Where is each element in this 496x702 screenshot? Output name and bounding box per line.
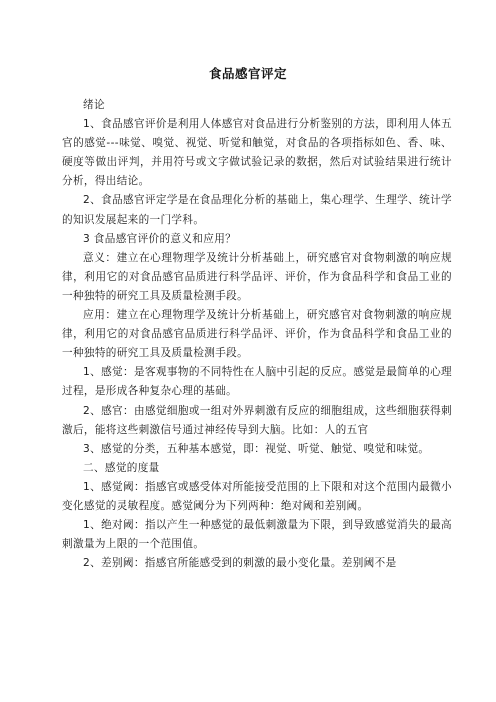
- document-body: [62, 96, 452, 573]
- paragraph: 3、感觉的分类，五种基本感觉，即：视觉、听觉、触觉、嗅觉和味觉。: [83, 442, 430, 455]
- paragraph: 2、差别阈：指感官所能感受到的刺激的最小变化量。差别阈不是: [83, 557, 397, 570]
- paragraph: 1、食品感官评价是利用人体感官对食品进行分析鉴别的方法，即利用人体五官的感觉---味觉、嗅觉、视觉、听觉和触觉，对食品的各项指标如色、香、味、硬度等做出评判，并用符号或文字做试验记录的数据，然后对试验结果进行统计分析，得出结论。: [62, 118, 452, 188]
- paragraph: 1、绝对阈：指以产生一种感觉的最低刺激量为下限，到导致感觉消失的最高刺激量为上限的一个范围值。: [62, 519, 452, 551]
- document-title: 食品感官评定: [208, 66, 287, 81]
- question-heading: 3 食品感官评价的意义和应用？: [83, 232, 237, 245]
- paragraph: 1、感觉阈：指感官或感受体对所能接受范围的上下限和对这个范围内最微小变化感觉的灵敏程度。感觉阈分为下列两种：绝对阈和差别阈。: [62, 480, 452, 512]
- paragraph: 意义：建立在心理物理学及统计分析基础上，研究感官对食物刺激的响应规律，利用它的对食品感官品质进行科学品评、评价，作为食品科学和食品工业的一种独特的研究工具及质量检测手段。: [62, 251, 452, 302]
- section-heading-sensation-measurement: 二、感觉的度量: [83, 461, 160, 474]
- paragraph: 2、食品感官评定学是在食品理化分析的基础上，集心理学、生理学、统计学的知识发展起来的一门学科。: [62, 194, 452, 226]
- paragraph: 应用：建立在心理物理学及统计分析基础上，研究感官对食物刺激的响应规律，利用它的对食品感官品质进行科学品评、评价，作为食品科学和食品工业的一种独特的研究工具及质量检测手段。: [62, 309, 452, 360]
- paragraph: 2、感官：由感觉细胞或一组对外界刺激有反应的细胞组成，这些细胞获得刺激后，能将这些刺激信号通过神经传导到大脑。比如：人的五官: [62, 404, 452, 436]
- section-heading-introduction: 绪论: [83, 99, 105, 111]
- paragraph: 1、感觉：是客观事物的不同特性在人脑中引起的反应。感觉是最简单的心理过程，是形成各种复杂心理的基础。: [62, 366, 452, 398]
